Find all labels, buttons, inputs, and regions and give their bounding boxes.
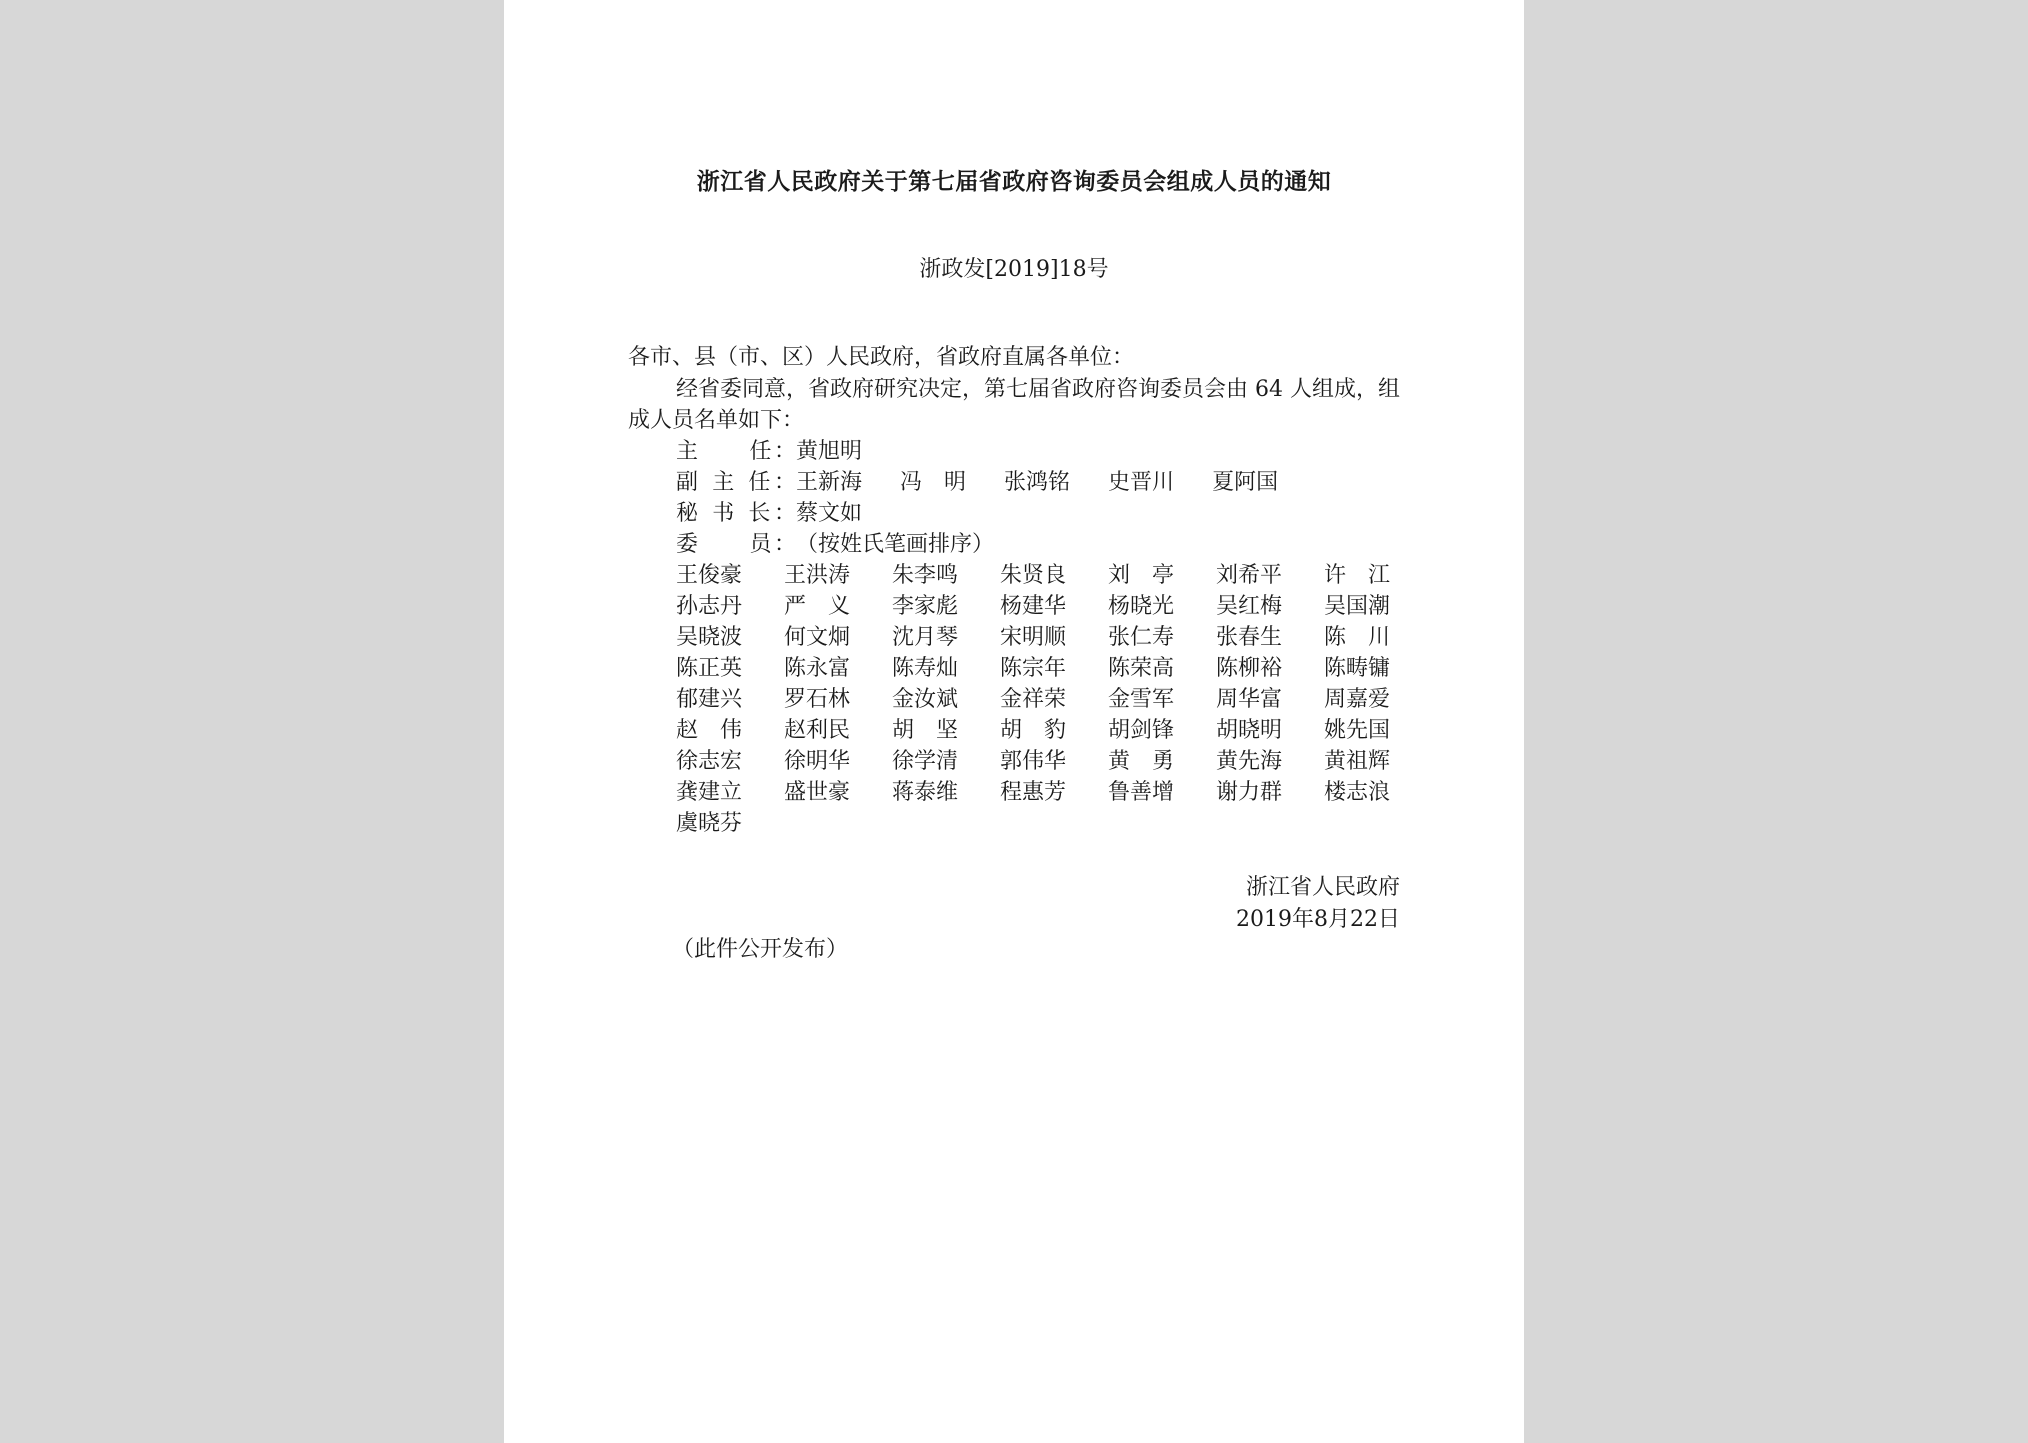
role-label: 秘 书 长： [676,501,796,526]
member-name: 吴晓波 [676,625,743,650]
member-name: 杨建华 [1000,594,1067,619]
member-name: 郭伟华 [1000,749,1067,774]
member-name: 姚先国 [1324,718,1391,743]
role-director [676,436,900,467]
member-name: 胡剑锋 [1108,718,1175,743]
member-name: 吴国潮 [1324,594,1391,619]
document-title: 浙江省人民政府关于第七届省政府咨询委员会组成人员的通知 [696,168,1332,195]
role-deputy [676,467,1316,498]
role-name: 夏阿国 [1212,470,1279,495]
member-name: 徐明华 [784,749,851,774]
member-name: 程惠芳 [1000,780,1067,805]
member-name: 王俊豪 [676,563,743,588]
member-name: 陈荣高 [1108,656,1175,681]
member-name: 陈柳裕 [1216,656,1283,681]
member-name: 蒋泰维 [892,780,959,805]
member-name: 王洪涛 [784,563,851,588]
role-name: 冯 明 [900,470,967,495]
member-name: 吴红梅 [1216,594,1283,619]
role-name: 王新海 [796,470,863,495]
member-name: 陈正英 [676,656,743,681]
member-name: 周嘉爱 [1324,687,1391,712]
role-name: 史晋川 [1108,470,1175,495]
member-name: 杨晓光 [1108,594,1175,619]
member-name: 黄祖辉 [1324,749,1391,774]
body-paragraph: 经省委同意，省政府研究决定，第七届省政府咨询委员会由 64 人组成，组成人员名单如下： [628,377,1400,433]
member-name: 谢力群 [1216,780,1283,805]
role-name: 张鸿铭 [1004,470,1071,495]
member-name: 郁建兴 [676,687,743,712]
role-members [676,529,1032,560]
member-name: 陈寿灿 [892,656,959,681]
member-name: 陈畴镛 [1324,656,1391,681]
member-name: 徐志宏 [676,749,743,774]
member-name: 黄先海 [1216,749,1283,774]
member-name: 许 江 [1324,563,1391,588]
role-label: 委 员： [676,532,796,557]
member-name: 陈永富 [784,656,851,681]
member-name: 鲁善增 [1108,780,1175,805]
member-name: 胡 坚 [892,718,959,743]
signature-date: 2019年8月22日 [1236,907,1400,932]
member-name: 宋明顺 [1000,625,1067,650]
member-name: 金祥荣 [1000,687,1067,712]
member-name: 楼志浪 [1324,780,1391,805]
member-name: 朱贤良 [1000,563,1067,588]
member-name: 虞晓芬 [676,811,743,836]
member-name: 赵利民 [784,718,851,743]
member-name: 李家彪 [892,594,959,619]
document-number: 浙政发[2019]18号 [919,257,1109,282]
member-name: 张仁寿 [1108,625,1175,650]
member-name: 周华富 [1216,687,1283,712]
salutation: 各市、县（市、区）人民政府，省政府直属各单位： [628,345,1135,370]
member-name: 罗石林 [784,687,851,712]
member-name: 黄 勇 [1108,749,1175,774]
member-name: 张春生 [1216,625,1283,650]
role-note: （按姓氏笔画排序） [796,532,995,557]
member-name: 朱李鸣 [892,563,959,588]
role-secretary [676,498,900,529]
member-name: 陈宗年 [1000,656,1067,681]
member-name: 孙志丹 [676,594,743,619]
member-name: 金雪军 [1108,687,1175,712]
role-label: 主 任： [676,439,796,464]
member-name: 龚建立 [676,780,743,805]
member-name: 何文炯 [784,625,851,650]
member-name: 胡晓明 [1216,718,1283,743]
member-name: 盛世豪 [784,780,851,805]
publication-note: （此件公开发布） [672,937,849,962]
member-name: 胡 豹 [1000,718,1067,743]
member-name: 金汝斌 [892,687,959,712]
member-name: 沈月琴 [892,625,959,650]
member-name: 刘希平 [1216,563,1283,588]
role-label: 副 主 任： [676,470,796,495]
role-name: 黄旭明 [796,439,863,464]
member-name: 严 义 [784,594,851,619]
member-list [676,560,1436,839]
document-page [504,0,1524,1443]
member-name: 徐学清 [892,749,959,774]
member-name: 赵 伟 [676,718,743,743]
role-name: 蔡文如 [796,501,863,526]
signature-org: 浙江省人民政府 [1245,875,1400,900]
member-name: 陈 川 [1324,625,1391,650]
member-name: 刘 亭 [1108,563,1175,588]
